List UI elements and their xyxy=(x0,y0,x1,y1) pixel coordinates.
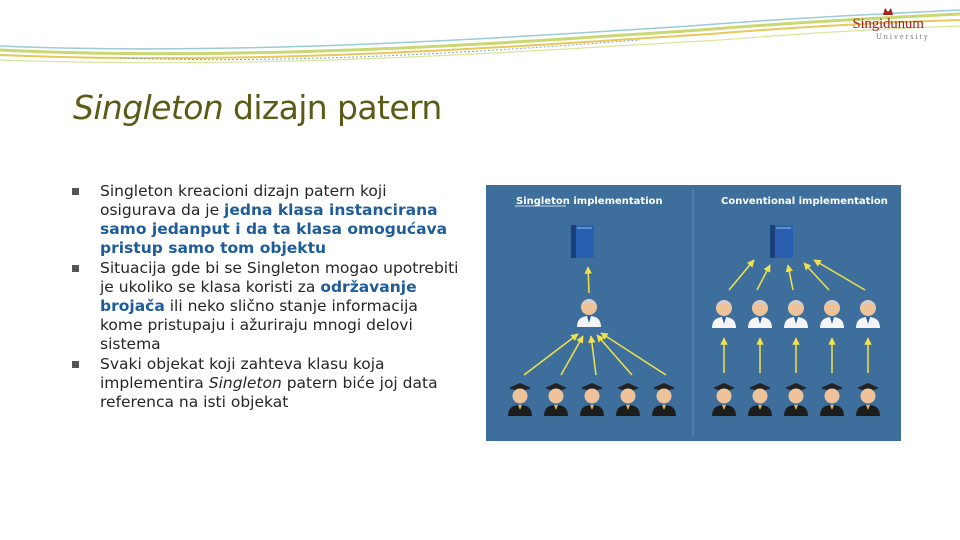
bullet-italic: Singleton xyxy=(208,374,282,392)
bullet-list xyxy=(70,182,460,413)
university-logo xyxy=(838,6,938,40)
bullet-item xyxy=(70,259,460,354)
bullet-item xyxy=(70,355,460,412)
crest-icon xyxy=(882,6,894,16)
bullet-highlight: održavanje brojača xyxy=(100,278,417,315)
bullet-item xyxy=(70,182,460,258)
bullet-text: Singleton kreacioni dizajn patern koji osigurava da je xyxy=(100,182,387,219)
bullet-highlight: jedna klasa instancirana samo jedanput i da ta klasa omogućava pristup samo tom objektu xyxy=(100,201,448,257)
logo-sub: University xyxy=(876,32,930,41)
page-title xyxy=(73,88,442,127)
title-rest: dizajn patern xyxy=(223,88,442,127)
book-icon xyxy=(571,225,594,258)
header-swoosh xyxy=(0,0,960,80)
bullet-text: Situacija gde bi se Singleton mogao upotrebiti je ukoliko se klasa koristi za xyxy=(100,259,459,296)
bullet-text-end: ili neko slično stanje informacija kome pristupaju i ažuriraju mnogi delovi sistema xyxy=(100,297,418,353)
square-bullet-icon xyxy=(72,188,79,195)
singleton-diagram xyxy=(486,185,901,441)
logo-name: Singidunum xyxy=(852,16,924,32)
square-bullet-icon xyxy=(72,361,79,368)
right-panel-label: Conventional implementation xyxy=(721,196,888,207)
bullet-text-end: patern biće joj data referenca na isti objekat xyxy=(100,374,438,411)
bullet-text: Svaki objekat koji zahteva klasu koja implementira xyxy=(100,355,385,392)
title-italic: Singleton xyxy=(73,88,224,127)
book-icon xyxy=(770,225,793,258)
square-bullet-icon xyxy=(72,265,79,272)
left-panel-label: Singleton implementation xyxy=(516,196,663,207)
